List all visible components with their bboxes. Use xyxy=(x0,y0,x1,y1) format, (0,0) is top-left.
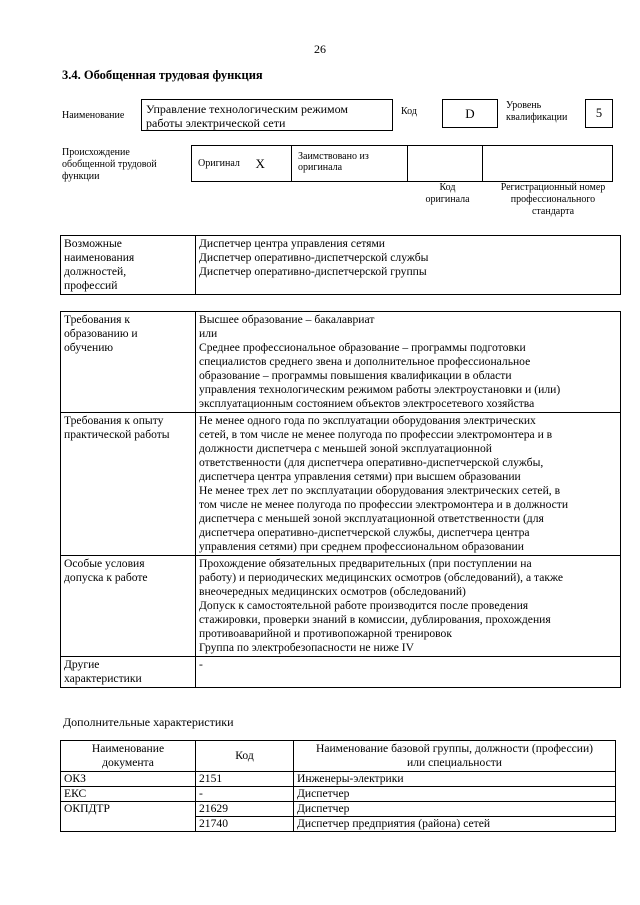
positions-label: Возможные наименования должностей, профессий xyxy=(61,236,196,295)
origin-table xyxy=(191,145,613,182)
row-doc: ОКПДТР xyxy=(61,802,196,832)
requirement-text: - xyxy=(196,657,621,688)
code-value-box: D xyxy=(442,99,498,128)
code-original-caption: Код оригинала xyxy=(425,182,470,205)
row-code: - xyxy=(196,787,294,802)
function-name-line: работы электрической сети xyxy=(146,116,286,130)
requirement-text: Прохождение обязательных предварительных (при поступлении на работу) и периодических медицинских осмотров (обследований), а также внеочередных медицинских осмотров (обследований) Допуск к самостоятельной работе производится после проведения стажировки, проверки знаний в комиссии, дублирования, прохождения противоаварийной и противопожарной тренировок Группа по электробезопасности не ниже IV xyxy=(196,556,621,657)
row-name: Диспетчер xyxy=(294,802,616,817)
row-name: Диспетчер xyxy=(294,787,616,802)
reg-number-caption: Регистрационный номер профессионального стандарта xyxy=(500,182,606,217)
table-row xyxy=(61,556,621,657)
codes-table xyxy=(60,740,616,832)
row-code: 2151 xyxy=(196,772,294,787)
requirement-text: Высшее образование – бакалавриат или Среднее профессиональное образование – программы подготовки специалистов среднего звена и дополнительное профессиональное образование – программы повышения квалификации в области управления технологическим режимом работы электроустановки и (или) эксплуатационным состоянием объектов электросетевого хозяйства xyxy=(196,312,621,413)
row-name: Диспетчер предприятия (района) сетей xyxy=(294,817,616,832)
table-header-row xyxy=(61,741,616,772)
header-code: Код xyxy=(196,741,294,772)
position-item: Диспетчер оперативно-диспетчерской группы xyxy=(199,265,427,278)
table-row xyxy=(61,802,616,817)
level-value-box: 5 xyxy=(585,99,613,128)
function-name-line: Управление технологическим режимом xyxy=(146,102,349,116)
header-doc: Наименование документа xyxy=(61,741,196,772)
row-doc: ЕКС xyxy=(61,787,196,802)
table-row xyxy=(61,787,616,802)
code-label: Код xyxy=(401,106,417,117)
table-row xyxy=(61,413,621,556)
positions-table xyxy=(60,235,621,295)
row-name: Инженеры-электрики xyxy=(294,772,616,787)
code-original-cell xyxy=(408,146,483,182)
table-row xyxy=(61,312,621,413)
row-code: 21740 xyxy=(196,817,294,832)
original-label: Оригинал xyxy=(192,146,250,182)
table-row xyxy=(61,657,621,688)
borrowed-label: Заимствовано из оригинала xyxy=(292,146,408,182)
header-name: Наименование базовой группы, должности (профессии) или специальности xyxy=(294,741,616,772)
function-name-box xyxy=(141,99,393,131)
section-title: 3.4. Обобщенная трудовая функция xyxy=(62,68,263,82)
requirement-label: Другие характеристики xyxy=(61,657,196,688)
position-item: Диспетчер оперативно-диспетчерской службы xyxy=(199,251,429,264)
level-label: Уровень квалификации xyxy=(506,100,568,123)
requirement-label: Особые условия допуска к работе xyxy=(61,556,196,657)
name-label: Наименование xyxy=(62,110,125,121)
additional-title: Дополнительные характеристики xyxy=(63,715,234,729)
requirements-table xyxy=(60,311,621,688)
table-row xyxy=(61,772,616,787)
page-number: 26 xyxy=(314,42,326,56)
position-item: Диспетчер центра управления сетями xyxy=(199,237,386,250)
requirement-text: Не менее одного года по эксплуатации оборудования электрических сетей, в том числе не менее полугода по профессии электромонтера и в должности диспетчера с меньшей зоной эксплуатационной ответственности (для диспетчера оперативно-диспетчерской службы, диспетчера центра управления сетями) при высшем образовании Не менее трех лет по эксплуатации оборудования электрических сетей, в том числе не менее полугода по профессии электромонтера и в должности диспетчера с меньшей зоной эксплуатационной ответственности (для диспетчера оперативно-диспетчерской службы, диспетчера центра управления сетями) при среднем профессиональном образовании xyxy=(196,413,621,556)
reg-number-cell xyxy=(483,146,613,182)
origin-label: Происхождение обобщенной трудовой функции xyxy=(62,147,157,182)
row-doc: ОКЗ xyxy=(61,772,196,787)
positions-list xyxy=(196,236,621,295)
row-code: 21629 xyxy=(196,802,294,817)
requirement-label: Требования к опыту практической работы xyxy=(61,413,196,556)
original-mark: X xyxy=(250,146,292,182)
requirement-label: Требования к образованию и обучению xyxy=(61,312,196,413)
